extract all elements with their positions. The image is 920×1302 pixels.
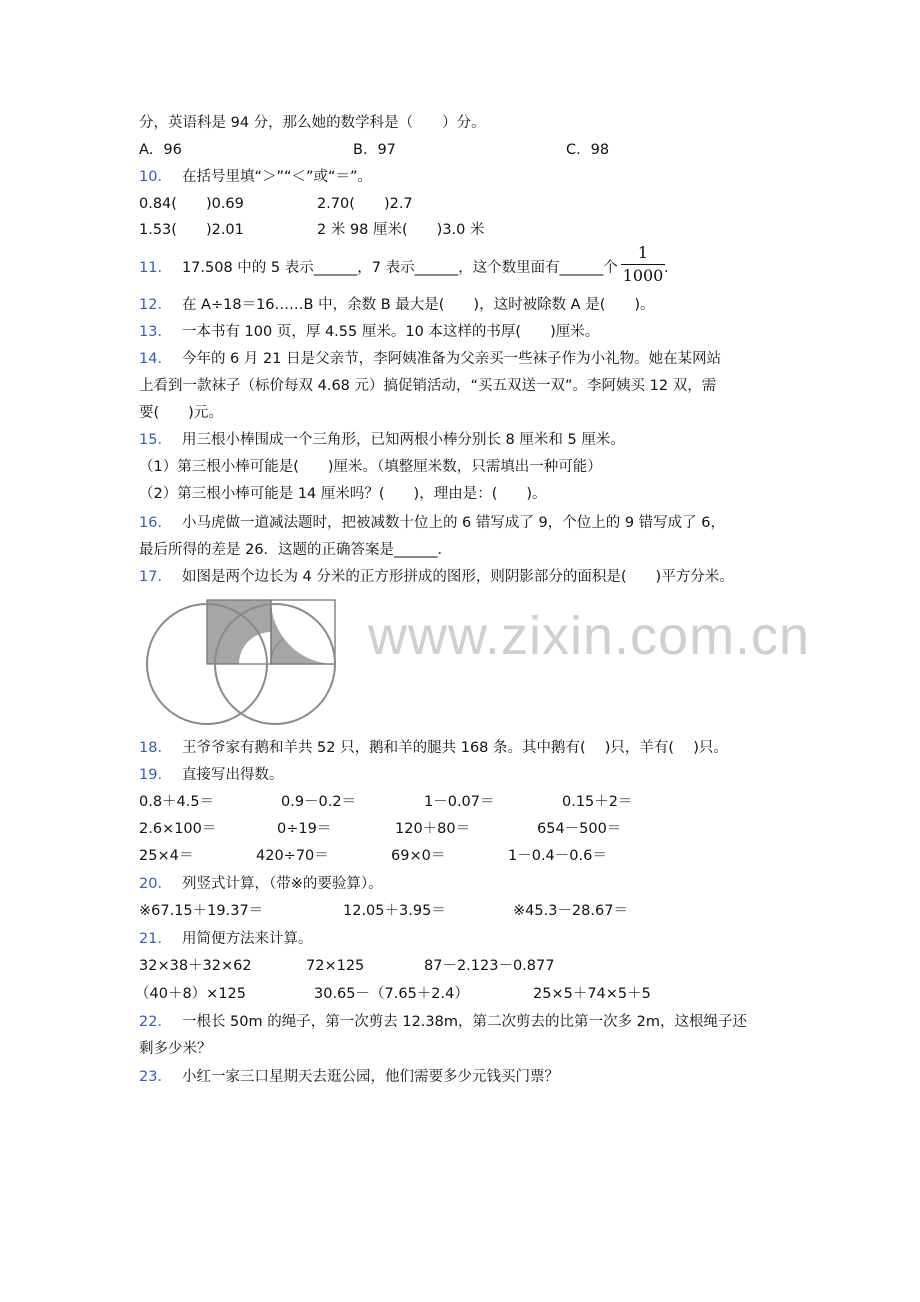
- q10-item: 2 米 98 厘米( )3.0 米: [317, 222, 485, 238]
- q16-line-2: 最后所得的差是 26．这题的正确答案是______．: [139, 542, 453, 558]
- fraction-bar: [621, 264, 665, 265]
- q21-item: 87－2.123－0.877: [424, 958, 555, 974]
- question-text: 在括号里填“＞”“＜”或“＝”。: [181, 169, 373, 185]
- q21-item: 25×5＋74×5＋5: [533, 986, 651, 1002]
- question-number: 22．: [139, 1014, 172, 1030]
- q20-item: ※45.3－28.67＝: [513, 903, 628, 919]
- two-squares-shaded-figure: [140, 594, 340, 728]
- question-text: 如图是两个边长为 4 分米的正方形拼成的图形，则阴影部分的面积是( )平方分米。: [181, 569, 734, 585]
- question-text: 用三根小棒围成一个三角形，已知两根小棒分别长 8 厘米和 5 厘米。: [181, 432, 625, 448]
- q19-item: 120＋80＝: [395, 821, 471, 837]
- q21-question: [139, 929, 312, 949]
- fraction-one-thousandth: [621, 244, 665, 285]
- q9-tail: 分，英语科是 94 分，那么她的数学科是（ ）分。: [139, 115, 486, 131]
- q15-sub-2: （2）第三根小棒可能是 14 厘米吗？( )，理由是：( )。: [139, 486, 547, 502]
- question-text: 小红一家三口星期天去逛公园，他们需要多少元钱买门票？: [181, 1069, 559, 1085]
- q10-item: 2.70( )2.7: [317, 196, 413, 212]
- q15-question: [139, 430, 625, 450]
- q11-end: .: [664, 260, 669, 276]
- q19-item: 654－500＝: [537, 821, 622, 837]
- q9-option-c: C．98: [566, 142, 610, 158]
- q20-item: ※67.15＋19.37＝: [139, 903, 264, 919]
- q10-item: 0.84( )0.69: [139, 196, 244, 212]
- question-text: 直接写出得数。: [181, 767, 284, 783]
- question-number: 21．: [139, 931, 172, 947]
- q19-item: 2.6×100＝: [139, 821, 217, 837]
- q17-question: [139, 567, 734, 587]
- question-number: 13．: [139, 324, 172, 340]
- q23-question: [139, 1067, 559, 1087]
- question-text: 17.508 中的 5 表示______，7 表示______，这个数里面有______个: [181, 260, 618, 276]
- q19-item: 0÷19＝: [277, 821, 332, 837]
- question-number: 15．: [139, 432, 172, 448]
- q19-item: 1－0.07＝: [424, 794, 495, 810]
- q19-item: 69×0＝: [391, 848, 446, 864]
- q19-question: [139, 765, 283, 785]
- q14-question: [139, 349, 721, 369]
- q19-item: 0.8＋4.5＝: [139, 794, 215, 810]
- q20-item: 12.05＋3.95＝: [343, 903, 446, 919]
- question-number: 23．: [139, 1069, 172, 1085]
- question-number: 20．: [139, 876, 172, 892]
- q12-question: [139, 295, 655, 315]
- q19-item: 0.9－0.2＝: [281, 794, 357, 810]
- q11-question: [139, 258, 618, 278]
- q21-item: 32×38＋32×62: [139, 958, 252, 974]
- question-text: 小马虎做一道减法题时，把被减数十位上的 6 错写成了 9，个位上的 9 错写成了 6，: [181, 515, 726, 531]
- question-number: 12．: [139, 297, 172, 313]
- question-number: 11．: [139, 260, 172, 276]
- q9-option-b: B．97: [353, 142, 396, 158]
- q19-item: 25×4＝: [139, 848, 194, 864]
- q22-question: [139, 1012, 747, 1032]
- question-number: 14．: [139, 351, 172, 367]
- question-text: 王爷爷家有鹅和羊共 52 只，鹅和羊的腿共 168 条。其中鹅有( )只，羊有( )只。: [181, 740, 728, 756]
- q21-item: 72×125: [306, 958, 365, 974]
- q18-question: [139, 738, 728, 758]
- q19-item: 420÷70＝: [256, 848, 329, 864]
- fraction-numerator: 1: [637, 243, 649, 262]
- q10-item: 1.53( )2.01: [139, 222, 244, 238]
- q13-question: [139, 322, 599, 342]
- q19-item: 0.15＋2＝: [562, 794, 633, 810]
- q21-item: 30.65－（7.65＋2.4）: [314, 986, 469, 1002]
- question-text: 一本书有 100 页，厚 4.55 厘米。10 本这样的书厚( )厘米。: [181, 324, 600, 340]
- watermark: www.zixin.com.cn: [368, 606, 811, 666]
- question-number: 19．: [139, 767, 172, 783]
- q22-line-2: 剩多少米？: [139, 1041, 212, 1057]
- q14-line-2: 上看到一款袜子（标价每双 4.68 元）搞促销活动，“买五双送一双”。李阿姨买 12 双，需: [139, 378, 717, 394]
- question-number: 10．: [139, 169, 172, 185]
- q14-line-3: 要( )元。: [139, 405, 223, 421]
- q20-question: [139, 874, 383, 894]
- q16-question: [139, 513, 725, 533]
- question-number: 18．: [139, 740, 172, 756]
- fraction-denominator: 1000: [622, 266, 664, 285]
- question-number: 17．: [139, 569, 172, 585]
- question-text: 在 A÷18＝16……B 中，余数 B 最大是( )，这时被除数 A 是( )。: [181, 297, 655, 313]
- q15-sub-1: （1）第三根小棒可能是( )厘米。（填整厘米数，只需填出一种可能）: [139, 459, 602, 475]
- question-text: 用简便方法来计算。: [181, 931, 313, 947]
- question-number: 16．: [139, 515, 172, 531]
- q10-question: [139, 167, 372, 187]
- question-text: 列竖式计算，（带※的要验算）。: [181, 876, 383, 892]
- q9-option-a: A．96: [139, 142, 182, 158]
- q19-item: 1－0.4－0.6＝: [508, 848, 607, 864]
- question-text: 今年的 6 月 21 日是父亲节，李阿姨准备为父亲买一些袜子作为小礼物。她在某网站: [181, 351, 722, 367]
- question-text: 一根长 50m 的绳子，第一次剪去 12.38m，第二次剪去的比第一次多 2m，这根绳子还: [181, 1014, 747, 1030]
- q21-item: （40＋8）×125: [135, 986, 247, 1002]
